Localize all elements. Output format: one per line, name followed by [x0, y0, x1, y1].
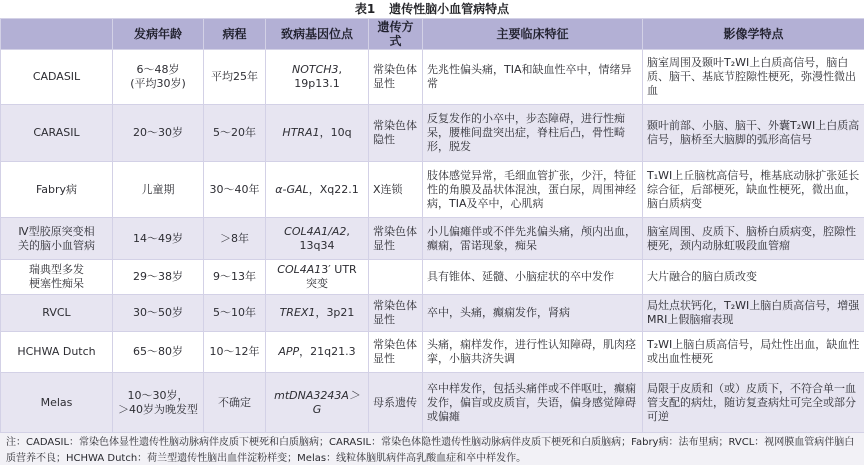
- cell-imaging-features: 大片融合的脑白质改变: [643, 260, 864, 295]
- header-inheritance: 遗传方式: [369, 19, 423, 50]
- cell-gene-locus: [266, 162, 369, 218]
- table-number: 表1: [354, 2, 376, 16]
- disease-name-line: Fabry病: [35, 182, 78, 196]
- onset-age-line: 10～30岁，: [127, 388, 189, 402]
- cell-course: 5～10年: [204, 295, 266, 332]
- cell-clinical-features: 肢体感觉异常，毛细血管扩张，少汗，特征性的角膜及晶状体混浊，蛋白尿，周围神经病，TIA及卒中，心肌病: [423, 162, 643, 218]
- gene-line: [270, 126, 364, 140]
- disease-name-line: 梗塞性痴呆: [29, 277, 84, 290]
- gene-line: [270, 225, 364, 239]
- cell-clinical-features: 小儿偏瘫伴或不伴先兆偏头痛，颅内出血，癫痫，雷诺现象，痴呆: [423, 218, 643, 260]
- cell-inheritance: [369, 260, 423, 295]
- cell-gene-locus: [266, 332, 369, 373]
- cell-disease: [1, 295, 113, 332]
- disease-name-line: 关的脑小血管病: [18, 238, 95, 252]
- cell-onset-age: [113, 260, 204, 295]
- gene-separator: ，: [315, 306, 327, 319]
- cell-course: 30～40年: [204, 162, 266, 218]
- cell-onset-age: [113, 373, 204, 433]
- table-footnote: 注：CADASIL：常染色体显性遗传性脑动脉病伴皮质下梗死和白质脑病；CARASIL：常染色体隐性遗传性脑动脉病伴皮质下梗死和白质脑病；Fabry病：法布里病；RVCL：视网膜血管病伴脑白质营养不良；HCHWA Dutch：荷兰型遗传性脑出血伴淀粉样变；Melas：线粒体脑肌病伴高乳酸血症和卒中样发作。: [0, 433, 864, 465]
- gene-name: mtDNA3243A＞G: [274, 388, 360, 416]
- gene-line: [270, 263, 364, 277]
- cell-course: ＞8年: [204, 218, 266, 260]
- cell-gene-locus: [266, 218, 369, 260]
- onset-age-line: 儿童期: [141, 182, 175, 196]
- table-row: [1, 295, 864, 332]
- cell-disease: [1, 332, 113, 373]
- cell-gene-locus: [266, 295, 369, 332]
- cell-inheritance: 常染色体隐性: [369, 105, 423, 162]
- disease-name-line: Ⅳ型胶原突变相: [18, 224, 95, 238]
- disease-name-line: CADASIL: [32, 70, 81, 83]
- cell-onset-age: [113, 332, 204, 373]
- gene-locus: 10q: [330, 126, 352, 139]
- hereditary-cssvd-table: [0, 18, 864, 433]
- table-row: [1, 260, 864, 295]
- cell-disease: [1, 373, 113, 433]
- cell-onset-age: [113, 50, 204, 105]
- gene-line: [270, 183, 364, 197]
- disease-name-line: Melas: [40, 395, 73, 409]
- gene-name: α-GAL: [275, 182, 309, 196]
- gene-name: COL4A1/A2: [284, 224, 347, 238]
- cell-gene-locus: [266, 260, 369, 295]
- gene-separator: ,: [346, 224, 350, 238]
- onset-age-line: 20～30岁: [133, 126, 183, 139]
- gene-locus: 19p13.1: [294, 77, 340, 90]
- cell-disease: [1, 50, 113, 105]
- header-onset-age: 发病年龄: [113, 19, 204, 50]
- cell-disease: [1, 105, 113, 162]
- gene-locus: 3′ UTR: [321, 263, 357, 276]
- disease-name-line: RVCL: [42, 306, 71, 319]
- gene-line: [270, 345, 364, 359]
- cell-gene-locus: [266, 105, 369, 162]
- header-course: 病程: [204, 19, 266, 50]
- gene-note: 突变: [306, 277, 328, 290]
- gene-name: NOTCH3: [291, 63, 339, 76]
- cell-clinical-features: 头痛，痫样发作，进行性认知障碍，肌肉痉挛，小脑共济失调: [423, 332, 643, 373]
- cell-onset-age: [113, 295, 204, 332]
- table-row: [1, 218, 864, 260]
- cell-imaging-features: 脑室周围、皮质下、脑桥白质病变，腔隙性梗死，颈内动脉虹吸段血管瘤: [643, 218, 864, 260]
- cell-inheritance: 常染色体显性: [369, 218, 423, 260]
- onset-age-line: (平均30岁): [130, 77, 186, 90]
- cell-course: 不确定: [204, 373, 266, 433]
- cell-clinical-features: 卒中样发作，包括头痛伴或不伴呕吐，癫痫发作，偏盲或皮质盲，失语，偏身感觉障碍或偏瘫: [423, 373, 643, 433]
- onset-age-line: 6～48岁: [136, 63, 180, 76]
- cell-imaging-features: T₁WI上丘脑枕高信号，椎基底动脉扩张延长综合征，后部梗死，缺血性梗死，微出血，脑白质病变: [643, 162, 864, 218]
- gene-separator: ，: [299, 345, 311, 358]
- onset-age-line: 30～50岁: [133, 306, 183, 319]
- disease-name-line: HCHWA Dutch: [17, 345, 96, 358]
- cell-inheritance: 常染色体显性: [369, 332, 423, 373]
- table-row: [1, 332, 864, 373]
- gene-name: COL4A1: [277, 263, 322, 276]
- gene-line: [270, 389, 364, 417]
- onset-age-line: 14～49岁: [133, 231, 183, 245]
- cell-onset-age: [113, 105, 204, 162]
- gene-name: TREX1: [279, 306, 316, 319]
- cell-disease: [1, 162, 113, 218]
- cell-inheritance: 母系遗传: [369, 373, 423, 433]
- gene-line: [270, 306, 364, 320]
- cell-course: 5～20年: [204, 105, 266, 162]
- table-row: [1, 105, 864, 162]
- cell-imaging-features: 脑室周围及颞叶T₂WI上白质高信号，脑白质、脑干、基底节腔隙性梗死，弥漫性微出血: [643, 50, 864, 105]
- onset-age-line: 65～80岁: [133, 345, 183, 358]
- cell-clinical-features: 具有锥体、延髓、小脑症状的卒中发作: [423, 260, 643, 295]
- cell-imaging-features: T₂WI上脑白质高信号，局灶性出血，缺血性或出血性梗死: [643, 332, 864, 373]
- cell-disease: [1, 218, 113, 260]
- table-body: [1, 50, 864, 433]
- cell-disease: [1, 260, 113, 295]
- disease-name-line: 瑞典型多发: [29, 263, 84, 276]
- cell-imaging-features: 颞叶前部、小脑、脑干、外囊T₂WI上白质高信号，脑桥至大脑脚的弧形高信号: [643, 105, 864, 162]
- gene-separator: ,: [338, 63, 343, 76]
- cell-course: 9～13年: [204, 260, 266, 295]
- cell-course: 平均25年: [204, 50, 266, 105]
- cell-inheritance: 常染色体显性: [369, 295, 423, 332]
- header-row: [1, 19, 864, 50]
- cell-onset-age: [113, 218, 204, 260]
- gene-locus: 21q21.3: [310, 345, 356, 358]
- table-row: [1, 50, 864, 105]
- table-title: [0, 0, 864, 18]
- cell-clinical-features: 反复发作的小卒中，步态障碍，进行性痴呆，腰椎间盘突出症，脊柱后凸，骨性畸形，脱发: [423, 105, 643, 162]
- gene-name: HTRA1: [282, 126, 320, 139]
- cell-inheritance: 常染色体显性: [369, 50, 423, 105]
- cell-gene-locus: [266, 50, 369, 105]
- onset-age-line: ＞40岁为晚发型: [118, 402, 198, 416]
- header-disease: [1, 19, 113, 50]
- cell-imaging-features: 局限于皮质和（或）皮质下，不符合单一血管支配的病灶，随访复查病灶可完全或部分可逆: [643, 373, 864, 433]
- header-gene-locus: 致病基因位点: [266, 19, 369, 50]
- cell-inheritance: X连锁: [369, 162, 423, 218]
- gene-line: [270, 63, 364, 77]
- table-row: [1, 373, 864, 433]
- gene-locus: 3p21: [326, 306, 355, 319]
- header-clinical-features: 主要临床特征: [423, 19, 643, 50]
- gene-locus: Xq22.1: [319, 182, 359, 196]
- gene-separator: ，: [308, 182, 320, 196]
- gene-name: APP: [278, 345, 300, 358]
- table-title-text: 遗传性脑小血管病特点: [389, 2, 510, 16]
- gene-separator: ，: [319, 126, 331, 139]
- table-row: [1, 162, 864, 218]
- onset-age-line: 29～38岁: [133, 270, 183, 283]
- cell-clinical-features: 先兆性偏头痛，TIA和缺血性卒中，情绪异常: [423, 50, 643, 105]
- gene-locus: 13q34: [299, 238, 335, 252]
- cell-onset-age: [113, 162, 204, 218]
- table-header: [1, 19, 864, 50]
- disease-name-line: CARASIL: [33, 126, 80, 139]
- cell-gene-locus: [266, 373, 369, 433]
- header-imaging-features: 影像学特点: [643, 19, 864, 50]
- cell-imaging-features: 局灶点状钙化，T₂WI上脑白质高信号，增强MRI上假脑瘤表现: [643, 295, 864, 332]
- cell-course: 10～12年: [204, 332, 266, 373]
- cell-clinical-features: 卒中，头痛，癫痫发作，肾病: [423, 295, 643, 332]
